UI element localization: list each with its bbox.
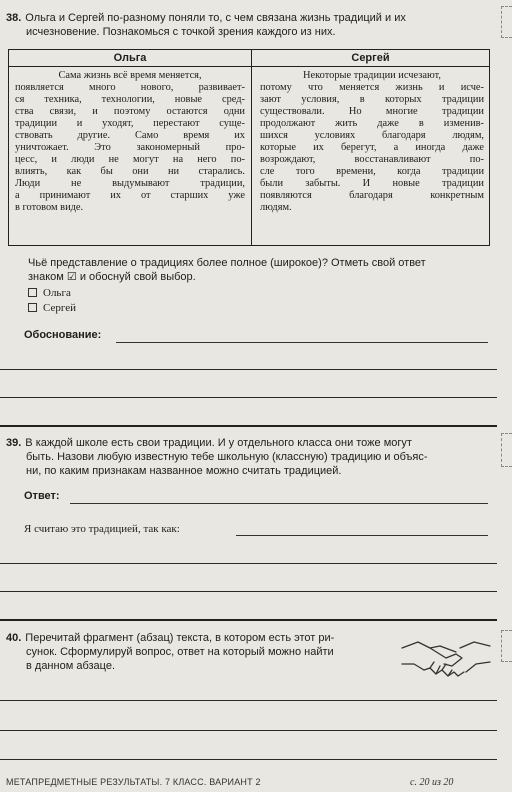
q38-question: Чьё представление о традициях более полное (широкое)? Отметь свой ответ знаком ☑ и обоснуй свой выбор.	[28, 257, 426, 283]
q38-number: 38.	[6, 12, 22, 24]
answer-line[interactable]	[0, 730, 497, 731]
q40-prompt: 40. Перечитай фрагмент (абзац) текста, в котором есть этот ри- сунок. Сформулируй вопрос, ответ на который можно найти в данном абзаце.	[6, 632, 335, 672]
table-divider	[251, 50, 252, 245]
option-olga[interactable]: Ольга	[28, 287, 71, 299]
answer-line[interactable]	[0, 591, 497, 592]
answer-line[interactable]	[0, 397, 497, 398]
q40-number: 40.	[6, 632, 22, 644]
sergey-text: Некоторые традиции исчезают, потому что меняется жизнь и исче- зают условия, в которых традиции существовали. Но многие традиции продолжают жить даже в изменив- шихся условиях благодаря людям, которые их берегут, а иногда даже возрождают, восстанавливают по- сле того времени, когда традиции были забыты. И новые традиции появляются благодаря конкретным людям.	[260, 70, 484, 213]
answer-line[interactable]	[0, 759, 497, 760]
page-number: с. 20 из 20	[410, 777, 454, 788]
margin-mark	[501, 433, 512, 467]
answer-line[interactable]	[70, 503, 488, 504]
option-sergey[interactable]: Сергей	[28, 302, 76, 314]
justification-label: Обоснование:	[24, 329, 102, 341]
section-divider	[0, 425, 497, 427]
answer-line[interactable]	[0, 563, 497, 564]
olga-text: Сама жизнь всё время меняется, появляется много нового, развивает- ся техника, технологии, новые сред- ства связи, и поэтому остаются одни традиции и уходят, перестают суще- ствовать другие. Само время их уничтожает. Это закономерный про- цесс, и люди не могут на него по- влиять, как бы они ни старались. Люди не выдумывают традиции, а принимают их от старших уже в готовом виде.	[15, 70, 245, 213]
q39-prompt: 39. В каждой школе есть свои традиции. И у отдельного класса они тоже могут быть. Назови любую известную тебе школьную (классную) традицию и объяс- ни, по каким признакам названное можно считать традицией.	[6, 437, 428, 477]
justification-line[interactable]	[116, 342, 488, 343]
viewpoints-table	[8, 49, 490, 246]
handshake-icon	[400, 628, 492, 686]
margin-mark	[501, 6, 512, 38]
footer-left: МЕТАПРЕДМЕТНЫЕ РЕЗУЛЬТАТЫ. 7 КЛАСС. ВАРИАНТ 2	[6, 777, 261, 787]
reason-label: Я считаю это традицией, так как:	[24, 523, 180, 535]
q39-number: 39.	[6, 437, 22, 449]
q38-prompt: 38. Ольга и Сергей по-разному поняли то, с чем связана жизнь традиций и их исчезновение. Познакомься с точкой зрения каждого из них.	[6, 12, 406, 38]
reason-line[interactable]	[236, 535, 488, 536]
olga-header: Ольга	[9, 50, 251, 67]
olga-checkbox[interactable]	[28, 288, 37, 297]
answer-line[interactable]	[0, 700, 497, 701]
sergey-checkbox[interactable]	[28, 303, 37, 312]
answer-line[interactable]	[0, 369, 497, 370]
sergey-header: Сергей	[252, 50, 489, 67]
answer-label: Ответ:	[24, 490, 60, 502]
section-divider	[0, 619, 497, 621]
margin-mark	[501, 630, 512, 662]
